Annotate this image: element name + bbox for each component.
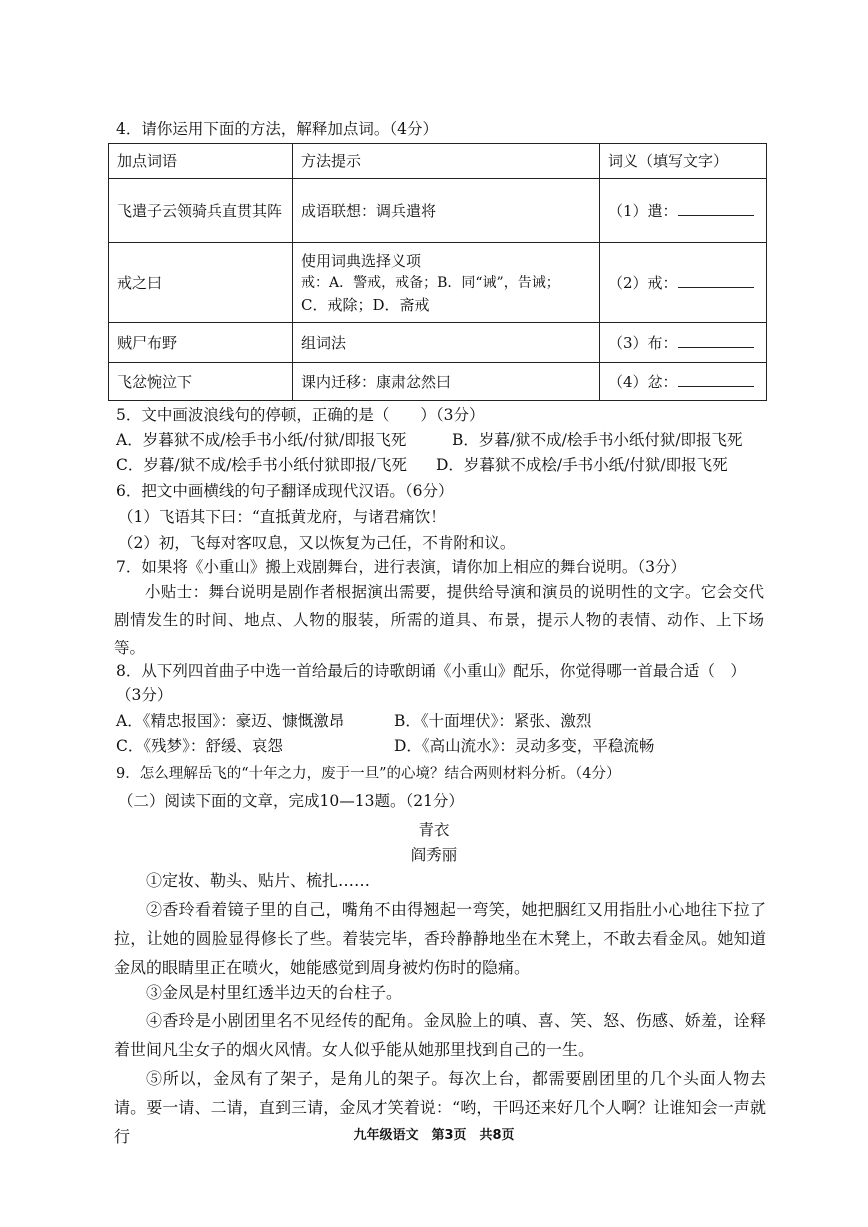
answer-blank[interactable] [678,333,754,348]
table-row [109,323,767,363]
cell-method [293,243,600,323]
q4-table [108,143,767,401]
cell-answer [600,363,767,401]
cell-method: 成语联想：调兵遣将 [293,179,600,243]
q6-prompt: 6．把文中画横线的句子翻译成现代汉语。（6分） [116,482,454,500]
header-method: 方法提示 [293,144,600,179]
answer-blank[interactable] [678,372,754,387]
table-row [109,243,767,323]
cell-word: 飞忿惋泣下 [109,363,293,401]
cell-method: 组词法 [293,323,600,363]
answer-label: （2）戒： [608,273,678,292]
q8-prompt-line1: 8．从下列四首曲子中选一首给最后的诗歌朗诵《小重山》配乐，你觉得哪一首最合适（ ） [116,662,746,680]
story-title: 青衣 [418,821,450,839]
q6-sentence-2: （2）初，飞每对客叹息，又以恢复为己任，不肯附和议。 [118,534,516,552]
q8-option-b: B．《十面埋伏》：紧张、激烈 [394,712,592,730]
answer-label: （4）忿： [608,372,678,391]
q5-option-c: C．岁暮/狱不成/桧手书小纸付狱即报/飞死 [116,456,408,474]
answer-label: （3）布： [608,333,678,352]
method-line: 戒：A．警戒，戒备；B．同“诫”，告诫； [301,274,560,291]
story-paragraph-3: ③金凤是村里红透半边天的台柱子。 [146,983,403,1002]
story-paragraph-2: ②香玲看着镜子里的自己，嘴角不由得翘起一弯笑，她把胭红又用指肚小心地往下拉了拉，让她的圆脸显得修长了些。着装完毕，香玲静静地坐在木凳上，不敢去看金凤。她知道金凤的眼睛里正在喷火，她能感觉到周身被灼伤时的隐痛。 [114,900,766,977]
answer-label: （1）遣： [608,201,678,220]
method-line: C．戒除；D．斋戒 [301,295,430,314]
q5-option-d: D．岁暮狱不成桧/手书小纸/付狱/即报飞死 [436,456,728,474]
q8-option-c: C．《残梦》：舒缓、哀怨 [116,737,283,755]
section2-prompt: （二）阅读下面的文章，完成10—13题。（21分） [118,792,464,810]
page-footer: 九年级语文 第3页 共8页 [353,1128,515,1143]
cell-word: 贼尸布野 [109,323,293,363]
cell-answer [600,179,767,243]
header-word: 加点词语 [109,144,293,179]
q7-prompt: 7．如果将《小重山》搬上戏剧舞台，进行表演，请你加上相应的舞台说明。（3分） [116,558,686,576]
q5-prompt: 5．文中画波浪线句的停顿，正确的是（ ）（3分） [116,406,485,424]
cell-word: 戒之曰 [109,243,293,323]
answer-blank[interactable] [678,273,754,288]
method-line: 使用词典选择义项 [301,251,422,270]
q9-prompt: 9．怎么理解岳飞的“十年之力，废于一旦”的心境？结合两则材料分析。（4分） [116,766,621,782]
cell-answer [600,243,767,323]
q6-sentence-1: （1）飞语其下曰：“直抵黄龙府，与诸君痛饮！ [118,508,446,526]
story-paragraph-5: ⑤所以，金凤有了架子，是角儿的架子。每次上台，都需要剧团里的几个头面人物去请。要一请、二请，直到三请，金凤才笑着说：“哟，干吗还来好几个人啊？让谁知会一声就行 [114,1069,766,1146]
q8-prompt-line2: （3分） [116,686,173,704]
table-row [109,179,767,243]
q8-option-a: A．《精忠报国》：豪迈、慷慨激昂 [116,712,345,730]
q5-option-b: B．岁暮/狱不成/桧手书小纸付狱/即报飞死 [452,431,743,449]
q7-tip: 小贴士：舞台说明是剧作者根据演出需要，提供给导演和演员的说明性的文字。它会交代剧情发生的时间、地点、人物的服装，所需的道具、布景，提示人物的表情、动作、上下场等。 [114,583,764,657]
table-row [109,363,767,401]
cell-word: 飞遣子云领骑兵直贯其阵 [109,179,293,243]
cell-answer [600,323,767,363]
q5-option-a: A．岁暮狱不成/桧手书小纸/付狱/即报飞死 [116,431,407,449]
table-header-row [109,144,767,179]
story-paragraph-1: ①定妆、勒头、贴片、梳扎…… [146,871,371,890]
answer-blank[interactable] [678,201,754,216]
q8-option-d: D．《高山流水》：灵动多变，平稳流畅 [394,737,655,755]
q4-prompt: 4．请你运用下面的方法，解释加点词。（4分） [116,120,438,138]
story-paragraph-4: ④香玲是小剧团里名不见经传的配角。金凤脸上的嗔、喜、笑、怒、伤感、娇羞，诠释着世间凡尘女子的烟火风情。女人似乎能从她那里找到自己的一生。 [114,1011,766,1059]
story-author: 阎秀丽 [410,846,458,864]
header-meaning: 词义（填写文字） [600,144,767,179]
cell-method: 课内迁移：康肃忿然曰 [293,363,600,401]
